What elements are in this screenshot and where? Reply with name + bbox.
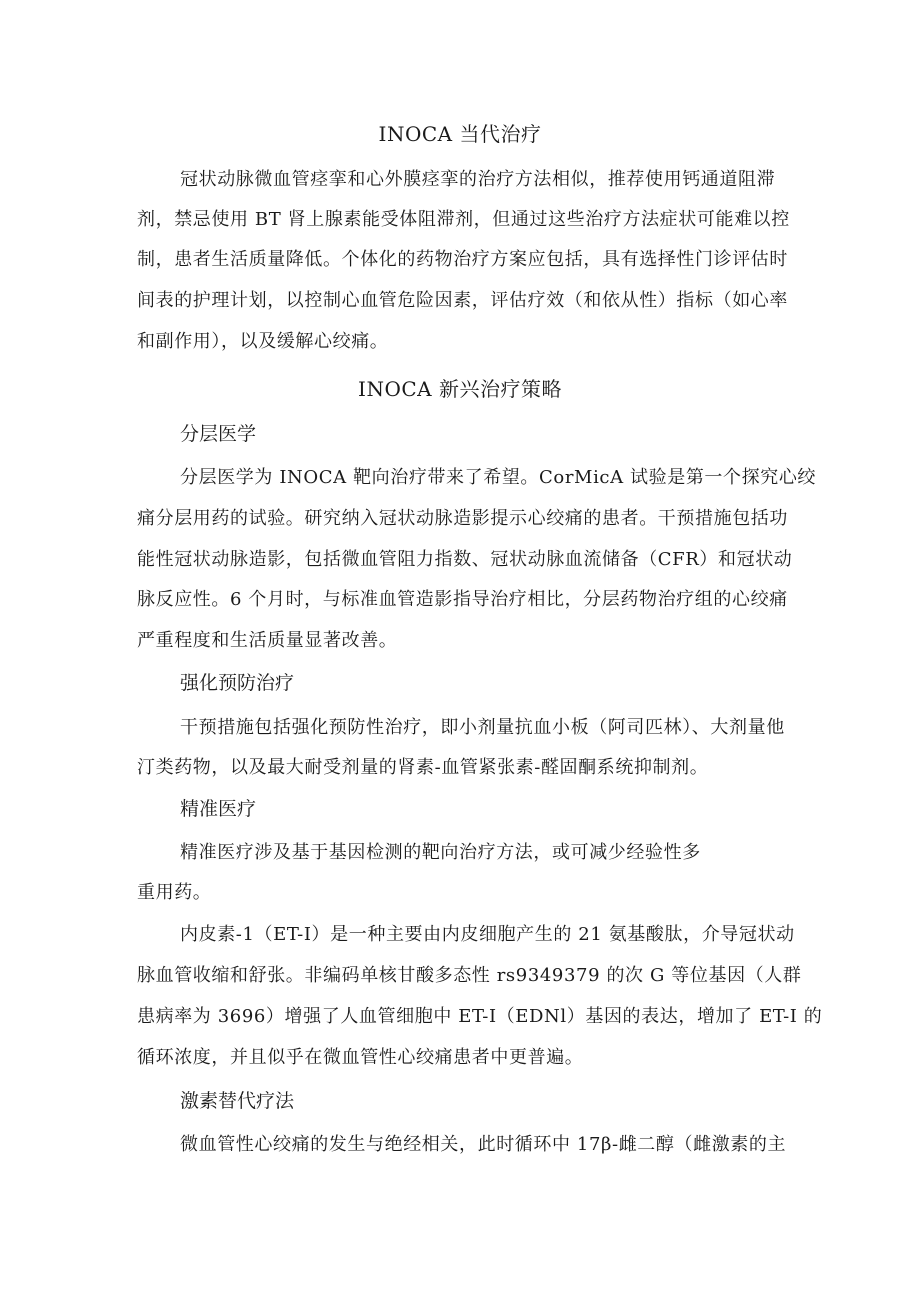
paragraph-line: 内皮素-1（ET-I）是一种主要由内皮细胞产生的 21 氨基酸肽，介导冠状动 bbox=[180, 924, 795, 945]
paragraph-line: 患病率为 3696）增强了人血管细胞中 ET-I（EDNl）基因的表达，增加了 ET-I 的 bbox=[137, 1006, 823, 1027]
paragraph-line: 和副作用），以及缓解心绞痛。 bbox=[137, 331, 389, 352]
paragraph-line: 干预措施包括强化预防性治疗，即小剂量抗血小板（阿司匹林）、大剂量他 bbox=[180, 717, 785, 738]
paragraph-line: 冠状动脉微血管痉挛和心外膜痉挛的治疗方法相似，推荐使用钙通道阻滞 bbox=[180, 169, 776, 190]
paragraph-line: 循环浓度，并且似乎在微血管性心绞痛患者中更普遍。 bbox=[137, 1047, 584, 1068]
paragraph-line: 分层医学为 INOCA 靶向治疗带来了希望。CorMicA 试验是第一个探究心绞 bbox=[180, 467, 817, 488]
paragraph-line: 汀类药物，以及最大耐受剂量的肾素-血管紧张素-醛固酮系统抑制剂。 bbox=[137, 757, 709, 778]
paragraph-line: 剂，禁忌使用 BT 肾上腺素能受体阻滞剂，但通过这些治疗方法症状可能难以控 bbox=[137, 209, 790, 230]
paragraph-line: 能性冠状动脉造影，包括微血管阻力指数、冠状动脉血流储备（CFR）和冠状动 bbox=[137, 549, 793, 570]
subsection-heading-precision-medicine: 精准医疗 bbox=[180, 798, 257, 820]
paragraph-line: 微血管性心绞痛的发生与绝经相关，此时循环中 17β-雌二醇（雌激素的主 bbox=[180, 1134, 787, 1155]
section-title-emerging-strategies: INOCA 新兴治疗策略 bbox=[358, 377, 562, 401]
paragraph-line: 间表的护理计划，以控制心血管危险因素，评估疗效（和依从性）指标（如心率 bbox=[137, 290, 788, 311]
paragraph-line: 脉反应性。6 个月时，与标准血管造影指导治疗相比，分层药物治疗组的心绞痛 bbox=[137, 589, 788, 610]
subsection-heading-hormone-replacement: 激素替代疗法 bbox=[180, 1090, 295, 1112]
paragraph-line: 脉血管收缩和舒张。非编码单核甘酸多态性 rs9349379 的次 G 等位基因（人群 bbox=[137, 965, 802, 986]
section-title-contemporary-treatment: INOCA 当代治疗 bbox=[378, 122, 542, 146]
subsection-heading-intensive-prevention: 强化预防治疗 bbox=[180, 672, 295, 694]
subsection-heading-stratified-medicine: 分层医学 bbox=[180, 423, 257, 445]
paragraph-line: 制，患者生活质量降低。个体化的药物治疗方案应包括，具有选择性门诊评估时 bbox=[137, 249, 788, 270]
paragraph-line: 重用药。 bbox=[137, 882, 212, 903]
paragraph-line: 精准医疗涉及基于基因检测的靶向治疗方法，或可减少经验性多 bbox=[180, 842, 701, 863]
paragraph-line: 痛分层用药的试验。研究纳入冠状动脉造影提示心绞痛的患者。干预措施包括功 bbox=[137, 508, 788, 529]
paragraph-line: 严重程度和生活质量显著改善。 bbox=[137, 630, 398, 651]
